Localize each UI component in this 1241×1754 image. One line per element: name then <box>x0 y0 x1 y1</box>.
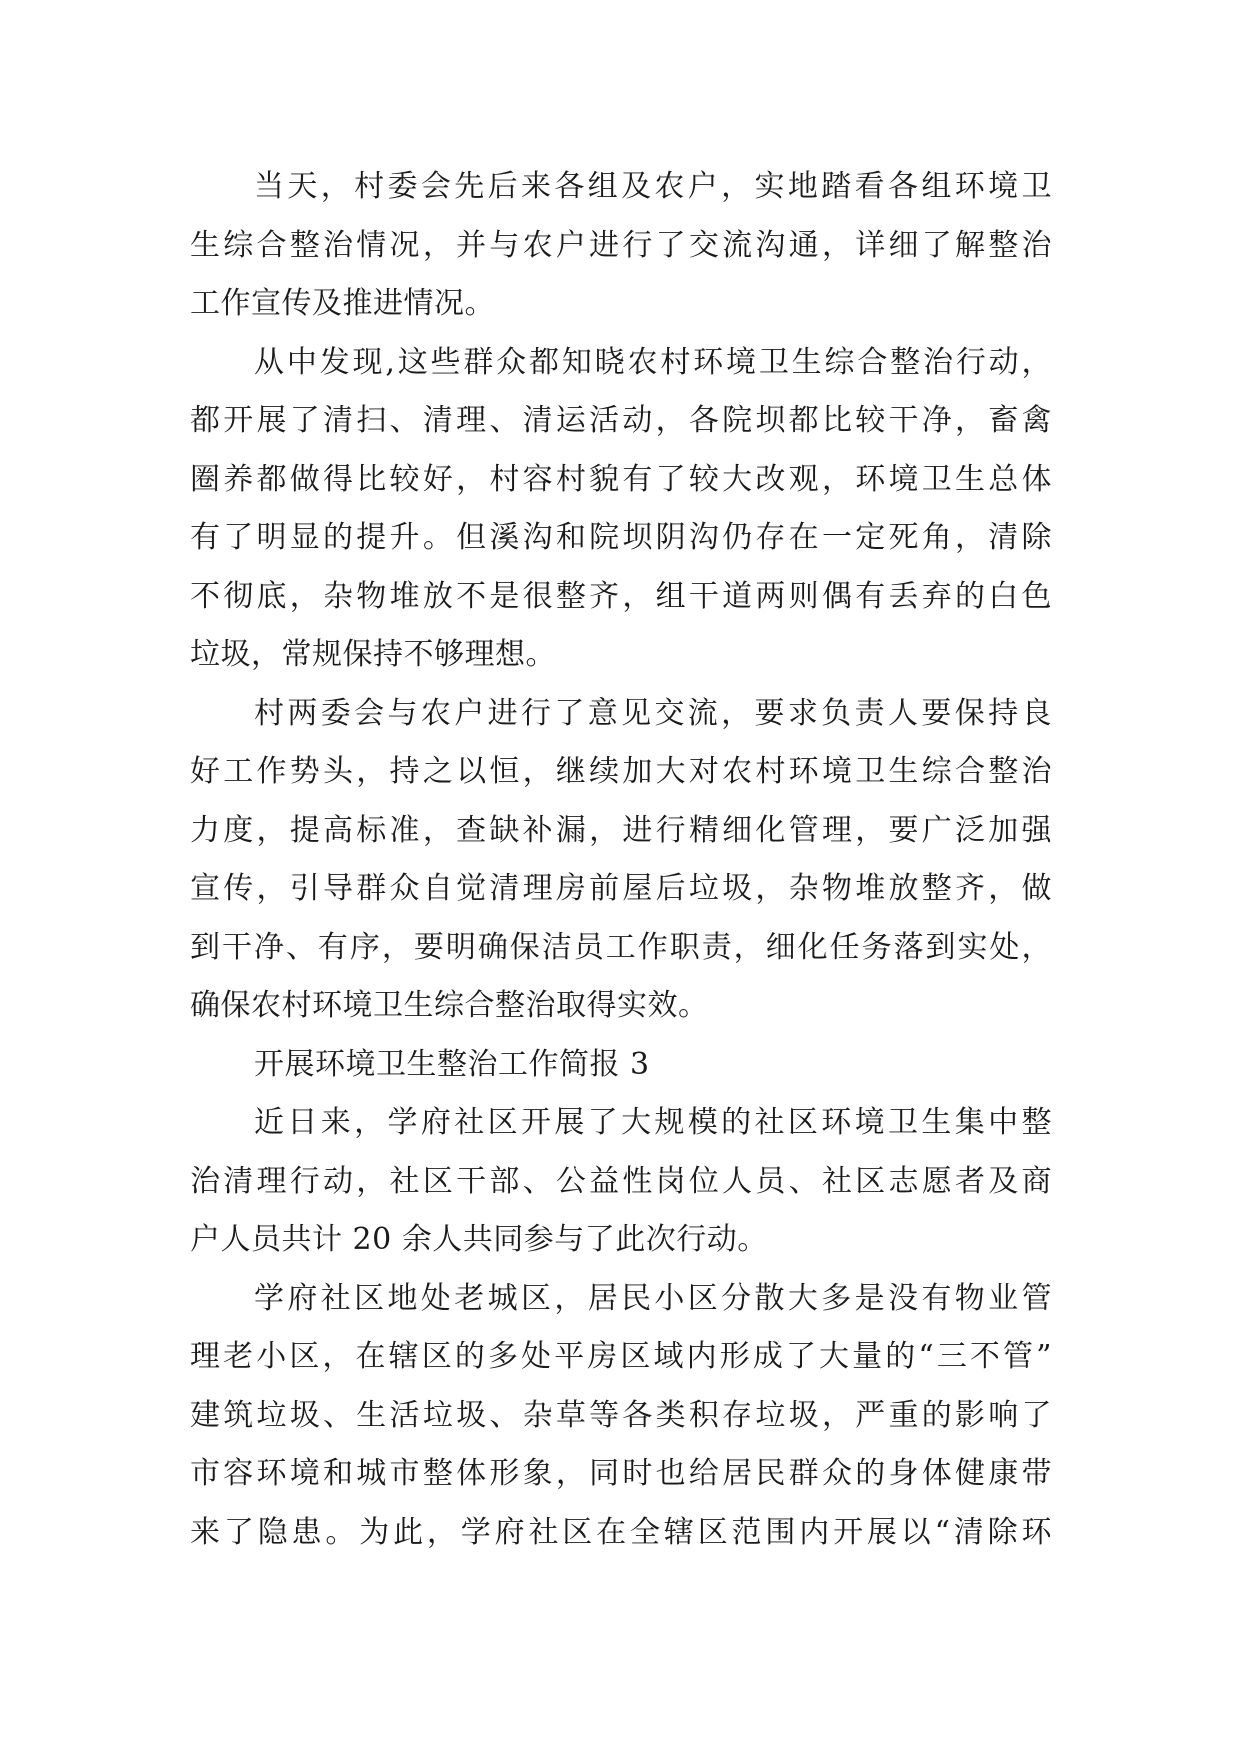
text-line: 宣传，引导群众自觉清理房前屋后垃圾，杂物堆放整齐，做 <box>190 871 1052 906</box>
text-line: 不彻底，杂物堆放不是很整齐，组干道两则偶有丢弃的白色 <box>190 578 1052 614</box>
text-line: 圈养都做得比较好，村容村貌有了较大改观，环境卫生总体 <box>190 461 1052 497</box>
text-line: 从中发现,这些群众都知晓农村环境卫生综合整治行动， <box>254 344 1052 380</box>
text-line: 垃圾，常规保持不够理想。 <box>190 637 556 672</box>
text-line: 力度，提高标准，查缺补漏，进行精细化管理，要广泛加强 <box>190 812 1052 848</box>
heading-line: 开展环境卫生整治工作简报 3 <box>254 1046 650 1082</box>
paragraph <box>190 1270 1052 1563</box>
section-heading <box>190 1036 1052 1095</box>
paragraph <box>190 158 1052 334</box>
text-line: 工作宣传及推进情况。 <box>190 286 495 321</box>
text-line: 理老小区，在辖区的多处平房区域内形成了大量的“三不管” <box>190 1339 1052 1374</box>
text-line: 都开展了清扫、清理、清运活动，各院坝都比较干净，畜禽 <box>190 403 1052 438</box>
text-line: 有了明显的提升。但溪沟和院坝阴沟仍存在一定死角，清除 <box>190 520 1052 555</box>
text-line: 治清理行动，社区干部、公益性岗位人员、社区志愿者及商 <box>190 1163 1052 1199</box>
text-line: 建筑垃圾、生活垃圾、杂草等各类积存垃圾，严重的影响了 <box>190 1397 1052 1433</box>
text-line: 到干净、有序，要明确保洁员工作职责，细化任务落到实处， <box>190 929 1052 965</box>
paragraph <box>190 1094 1052 1270</box>
text-line: 生综合整治情况，并与农户进行了交流沟通，详细了解整治 <box>190 227 1052 263</box>
text-line: 近日来，学府社区开展了大规模的社区环境卫生集中整 <box>254 1105 1052 1140</box>
text-line: 市容环境和城市整体形象，同时也给居民群众的身体健康带 <box>190 1456 1052 1491</box>
document-body <box>190 158 1052 1562</box>
text-line: 学府社区地处老城区，居民小区分散大多是没有物业管 <box>254 1280 1052 1316</box>
paragraph <box>190 334 1052 685</box>
text-line: 户人员共计 20 余人共同参与了此次行动。 <box>190 1222 768 1257</box>
text-line: 当天，村委会先后来各组及农户，实地踏看各组环境卫 <box>254 169 1052 204</box>
paragraph <box>190 685 1052 1036</box>
text-line: 村两委会与农户进行了意见交流，要求负责人要保持良 <box>254 695 1052 731</box>
text-line: 好工作势头，持之以恒，继续加大对农村环境卫生综合整治 <box>190 754 1052 789</box>
text-line: 来了隐患。为此，学府社区在全辖区范围内开展以“清除环 <box>190 1514 1052 1550</box>
text-line: 确保农村环境卫生综合整治取得实效。 <box>190 988 709 1023</box>
